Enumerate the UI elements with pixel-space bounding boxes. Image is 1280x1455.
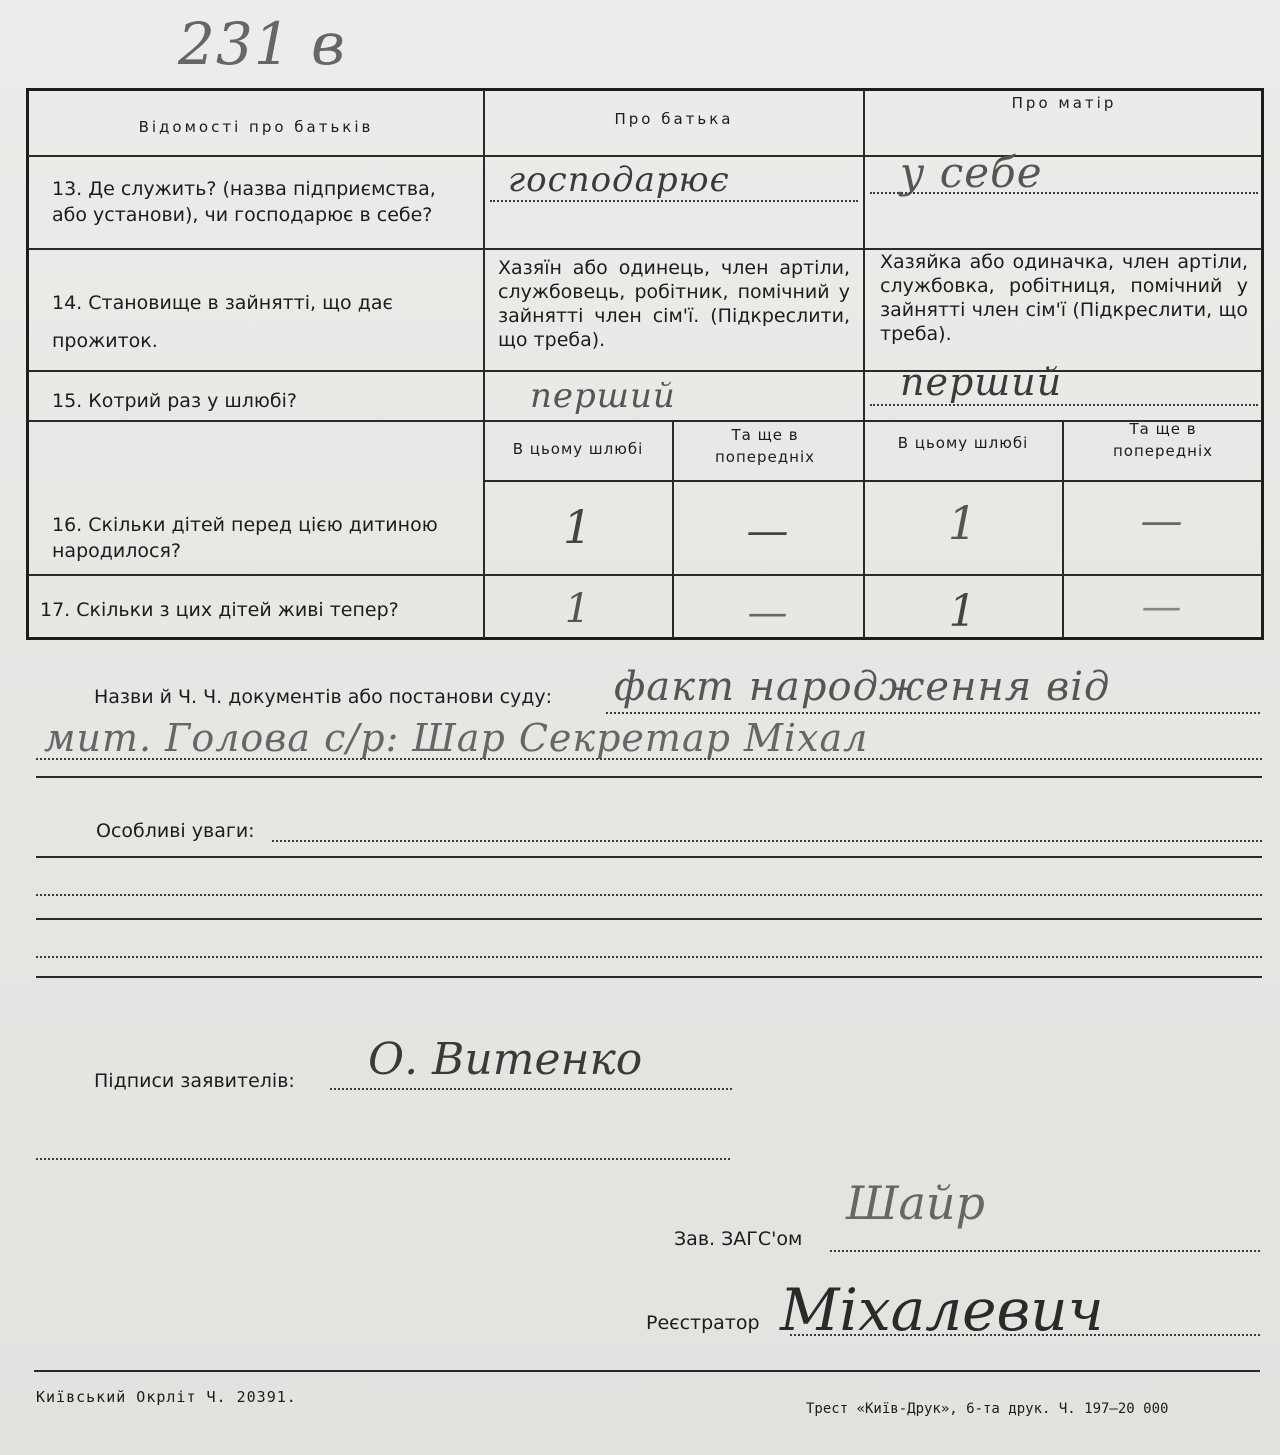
row17-father-prev: — bbox=[747, 590, 789, 636]
row-line-15 bbox=[28, 420, 1262, 422]
row16-father-this: 1 bbox=[562, 500, 594, 554]
footer-right: Трест «Київ-Друк», 6-та друк. Ч. 197—20 000 bbox=[806, 1401, 1169, 1417]
footer-left: Київський Окрліт Ч. 20391. bbox=[36, 1388, 297, 1406]
row-line-14 bbox=[28, 370, 1262, 372]
row13-mother-value: у себе bbox=[900, 148, 1043, 197]
applicants-line2 bbox=[36, 1158, 730, 1160]
row14-label: 14. Становище в зайнятті, що дає прожиток. bbox=[52, 292, 393, 352]
head-line bbox=[830, 1250, 1260, 1252]
registrar-line bbox=[790, 1334, 1260, 1336]
footer-rule bbox=[34, 1370, 1260, 1372]
remarks-underline3 bbox=[36, 976, 1262, 978]
remarks-label: Особливі уваги: bbox=[96, 820, 255, 842]
row15-father-value: перший bbox=[530, 376, 676, 416]
documents-line1 bbox=[606, 712, 1260, 714]
row-line-16-sub bbox=[484, 480, 1262, 482]
row-line-header bbox=[28, 155, 1262, 157]
row14-mother-text: Хазяйка або одиначка, член артіли, службовка, робітниця, помічний у зайнятті член сім'ї (Підкреслити, що треба). bbox=[880, 251, 1248, 345]
header-mother: Про матір bbox=[1011, 94, 1117, 112]
registrar-label: Реєстратор bbox=[646, 1312, 760, 1334]
head-signature: Шайр bbox=[846, 1176, 985, 1230]
remarks-line2 bbox=[36, 894, 1262, 896]
documents-line2 bbox=[36, 758, 1262, 760]
row17-label: 17. Скільки з цих дітей живі тепер? bbox=[40, 599, 399, 621]
documents-underline bbox=[36, 776, 1262, 778]
row15-mother-value: перший bbox=[900, 360, 1063, 404]
row13-mother-line bbox=[870, 192, 1258, 194]
archive-mark: 231 в bbox=[178, 10, 346, 78]
row15-label: 15. Котрий раз у шлюбі? bbox=[52, 390, 297, 412]
row17-mother-prev: — bbox=[1141, 584, 1183, 630]
documents-label: Назви й Ч. Ч. документів або постанови суду: bbox=[94, 686, 553, 708]
registrar-signature: Міхалевич bbox=[780, 1276, 1104, 1344]
head-label: Зав. ЗАГС'ом bbox=[674, 1228, 803, 1250]
header-info: Відомості про батьків bbox=[138, 118, 374, 136]
documents-value-line1: факт народження від bbox=[614, 664, 1111, 710]
row16-mother-this: 1 bbox=[947, 496, 979, 550]
remarks-underline2 bbox=[36, 918, 1262, 920]
col-line-1 bbox=[483, 90, 485, 638]
row-line-16 bbox=[28, 574, 1262, 576]
row17-mother-this: 1 bbox=[948, 586, 978, 637]
row13-father-line bbox=[490, 200, 858, 202]
col-line-2 bbox=[863, 90, 865, 638]
row16-father-prev: — bbox=[746, 506, 790, 555]
header-father: Про батька bbox=[614, 110, 734, 128]
row15-mother-line bbox=[870, 404, 1258, 406]
row13-father-value: господарює bbox=[508, 160, 730, 200]
documents-value-line2: мит. Голова с/р: Шар Секретар Міхал bbox=[44, 716, 869, 760]
remarks-line3 bbox=[36, 956, 1262, 958]
row16-mother-prev: — bbox=[1140, 496, 1184, 545]
applicants-signature: О. Витенко bbox=[368, 1034, 643, 1085]
row16-father-sub-this: В цьому шлюбі bbox=[512, 440, 644, 458]
row17-father-this: 1 bbox=[564, 586, 592, 632]
applicants-label: Підписи заявителів: bbox=[94, 1070, 295, 1092]
row16-mother-sub-prev: Та ще в попередніх bbox=[1113, 420, 1213, 460]
row13-label: 13. Де служить? (назва підприємства, або установи), чи господарює в себе? bbox=[52, 178, 436, 226]
applicants-line bbox=[330, 1088, 732, 1090]
row14-father-text: Хазяїн або одинець, член артіли, службовець, робітник, помічний у зайнятті член сім'ї. (Підкреслити, що треба). bbox=[498, 257, 850, 351]
row16-mother-sub-this: В цьому шлюбі bbox=[897, 434, 1029, 452]
remarks-line1 bbox=[272, 840, 1262, 842]
row16-father-sub-prev: Та ще в попередніх bbox=[715, 426, 815, 466]
row16-label: 16. Скільки дітей перед цією дитиною народилося? bbox=[52, 514, 438, 562]
remarks-underline1 bbox=[36, 856, 1262, 858]
